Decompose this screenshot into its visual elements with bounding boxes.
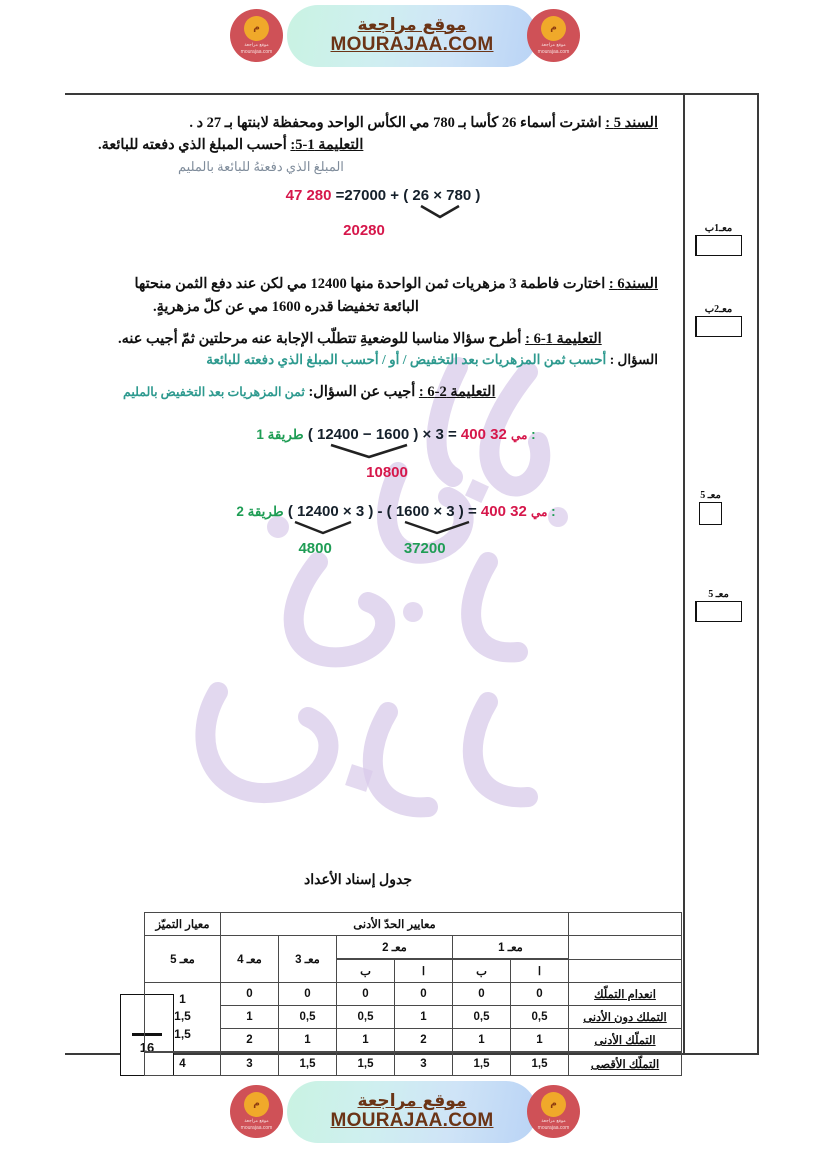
criterion-label: معـ 5 bbox=[700, 490, 721, 501]
method2-brace-icon bbox=[189, 520, 589, 538]
method1-brace-icon bbox=[209, 443, 569, 461]
score-cell[interactable] bbox=[696, 236, 719, 255]
promo-banner-top bbox=[0, 0, 825, 72]
cell-value: 1 bbox=[279, 1029, 337, 1053]
excellence-stack bbox=[147, 991, 218, 1043]
cell-value: 0 bbox=[337, 983, 395, 1006]
score-cell[interactable] bbox=[719, 236, 741, 255]
sanad6-instruction2-hint: ثمن المزهريات بعد التخفيض بالمليم bbox=[123, 385, 305, 400]
promo-logo-badge-left bbox=[230, 9, 283, 62]
promo-site-url[interactable]: MOURAJAA.COM bbox=[330, 34, 494, 56]
badge-arabic-label: موقع مراجعة bbox=[541, 42, 566, 48]
promo-site-name: موقع مراجعة bbox=[357, 1090, 467, 1111]
sanad5-text: اشترت أسماء 26 كأسا بـ 780 مي الكأس الواحد ومحفظة لابنتها بـ 27 د . bbox=[189, 115, 602, 131]
sanad5-equation-result: 47 280 bbox=[285, 187, 332, 205]
row-label-max-mastery: التملّك الأقصى bbox=[569, 1052, 682, 1076]
logo-disc-icon: م bbox=[541, 1092, 566, 1117]
method2-unit: مي bbox=[530, 504, 548, 519]
sanad6-question-label: السؤال : bbox=[609, 352, 658, 368]
sanad5-answer-hint: المبلغ الذي دفعتهُ للبائعة بالمليم bbox=[178, 158, 344, 174]
cell-value: 1,5 bbox=[279, 1052, 337, 1076]
sanad6-instruction1-label: التعليمة 1-6 : bbox=[525, 331, 602, 348]
badge-url-label: mourajaa.com bbox=[240, 1124, 273, 1131]
sanad5-label: السند 5 : bbox=[605, 115, 658, 131]
sanad5-brace-icon bbox=[233, 204, 533, 220]
badge-url-label: mourajaa.com bbox=[240, 48, 273, 55]
method2-expression: = ( 3 × 1600 ) - ( 3 × 12400 ) bbox=[287, 502, 477, 520]
score-cell[interactable] bbox=[696, 602, 719, 621]
score-denominator: 16 bbox=[139, 1039, 155, 1055]
method1-solution bbox=[98, 426, 680, 481]
sanad5-solution bbox=[98, 187, 668, 239]
criterion-header-me1: معـ 1 bbox=[453, 936, 569, 960]
method2-result: 32 400 bbox=[480, 502, 527, 520]
cell-value: 2 bbox=[221, 1029, 279, 1053]
cell-value: 0 bbox=[221, 983, 279, 1006]
sanad5-statement bbox=[98, 112, 658, 134]
cell-value: 1 bbox=[221, 1006, 279, 1029]
sanad6-question bbox=[98, 350, 658, 371]
sanad6-instruction2-label: التعليمة 2-6 : bbox=[418, 384, 496, 401]
table-corner-blank bbox=[569, 959, 682, 983]
badge-url-label: mourajaa.com bbox=[537, 48, 570, 55]
table-header-top bbox=[145, 913, 682, 936]
criterion-box-me5-double[interactable] bbox=[695, 590, 742, 622]
sanad5-instruction-text: أحسب المبلغ الذي دفعته للبائعة. bbox=[98, 137, 287, 154]
logo-disc-icon: م bbox=[244, 1092, 269, 1117]
subcriterion-me1-b: ب bbox=[453, 959, 511, 983]
table-header-criteria bbox=[145, 936, 682, 960]
sanad6-statement-line2: البائعة تخفيضا قدره 1600 مي عن كلّ مزهريةٍ. bbox=[153, 298, 419, 315]
promo-banner-bottom bbox=[0, 1076, 825, 1148]
promo-logo-badge-left bbox=[230, 1085, 283, 1138]
sanad5-equation-expression: =27000 + ( 26 × 780 ) bbox=[335, 187, 481, 205]
badge-arabic-label: موقع مراجعة bbox=[244, 42, 269, 48]
sanad6-instruction2 bbox=[98, 381, 658, 403]
cell-value: 2 bbox=[395, 1029, 453, 1053]
score-cell[interactable] bbox=[719, 602, 741, 621]
criterion-header-me4: معـ 4 bbox=[221, 936, 279, 983]
cell-value: 0,5 bbox=[279, 1006, 337, 1029]
criterion-label: معـ 5 bbox=[708, 589, 729, 600]
method1-expression: = 3 × ( 1600 − 12400 ) bbox=[307, 425, 457, 443]
table-corner-blank bbox=[569, 936, 682, 960]
subcriterion-me2-b: ب bbox=[337, 959, 395, 983]
subcriterion-me2-a: ا bbox=[395, 959, 453, 983]
cell-value: 0,5 bbox=[511, 1006, 569, 1029]
sanad6-text-1: اختارت فاطمة 3 مزهريات ثمن الواحدة منها 12400 مي لكن عند دفع الثمن منحتها bbox=[134, 276, 606, 293]
criterion-header-me3: معـ 3 bbox=[279, 936, 337, 983]
sanad6-instruction1 bbox=[98, 328, 658, 350]
method1-partial-result: 10800 bbox=[366, 463, 408, 481]
sanad6-instruction1-text: أطرح سؤالا مناسبا للوضعيةِ تتطلّب الإجابة عنه مرحلتين ثمّ أجيب عنه. bbox=[118, 331, 522, 348]
cell-value: 1 bbox=[337, 1029, 395, 1053]
method2-partial-1: 4800 bbox=[298, 539, 332, 557]
promo-text-group bbox=[287, 1081, 537, 1143]
grading-table-title: جدول إسناد الأعداد bbox=[304, 873, 412, 888]
cell-value: 0 bbox=[511, 983, 569, 1006]
method2-solution bbox=[98, 503, 680, 557]
score-cell[interactable] bbox=[719, 317, 741, 336]
sanad6-label: السند6 : bbox=[608, 276, 658, 293]
criterion-score-cells[interactable] bbox=[695, 601, 742, 622]
method2-partials bbox=[64, 540, 680, 557]
promo-site-name: موقع مراجعة bbox=[357, 14, 467, 35]
cell-value: 1,5 bbox=[511, 1052, 569, 1076]
row-label-minimum-mastery: التملّك الأدنى bbox=[569, 1029, 682, 1053]
criterion-score-cells[interactable] bbox=[695, 316, 742, 337]
cell-value: 0 bbox=[279, 983, 337, 1006]
grading-table bbox=[144, 912, 682, 1076]
criterion-box-me2b[interactable] bbox=[695, 305, 742, 337]
badge-url-label: mourajaa.com bbox=[537, 1124, 570, 1131]
table-row bbox=[145, 1006, 682, 1029]
row-label-below-minimum: التملك دون الأدنى bbox=[569, 1006, 682, 1029]
excellence-value: 1 bbox=[179, 991, 186, 1006]
score-cell[interactable] bbox=[700, 503, 721, 524]
method1-equation-line bbox=[98, 426, 680, 443]
sanad6-statement-line1 bbox=[98, 273, 658, 295]
cell-value: 3 bbox=[395, 1052, 453, 1076]
method1-result: 32 400 bbox=[460, 425, 507, 443]
excellence-values-stack bbox=[145, 983, 221, 1053]
criterion-label: معـ2ب bbox=[704, 304, 733, 315]
method2-equation-line bbox=[98, 503, 680, 520]
row-label-no-mastery: انعدام التملّك bbox=[569, 983, 682, 1006]
score-cell[interactable] bbox=[696, 317, 719, 336]
promo-site-url[interactable]: MOURAJAA.COM bbox=[330, 1110, 494, 1132]
table-corner-blank bbox=[569, 913, 682, 936]
header-minimum-criteria: معايير الحدّ الأدنى bbox=[221, 913, 569, 936]
table-row bbox=[145, 1052, 682, 1076]
cell-value: 0,5 bbox=[337, 1006, 395, 1029]
method1-label: طريقة 1 : bbox=[256, 426, 536, 442]
criterion-header-me2: معـ 2 bbox=[337, 936, 453, 960]
criterion-box-me5-single[interactable] bbox=[699, 491, 722, 525]
criterion-score-cells[interactable] bbox=[695, 235, 742, 256]
excellence-max-value: 4 bbox=[145, 1052, 221, 1076]
cell-value: 1 bbox=[395, 1006, 453, 1029]
sanad6-instruction2-text: أجيب عن السؤال: bbox=[308, 384, 416, 401]
logo-disc-icon: م bbox=[541, 16, 566, 41]
table-row bbox=[145, 1029, 682, 1053]
cell-value: 0 bbox=[395, 983, 453, 1006]
criterion-box-me1b[interactable] bbox=[695, 224, 742, 256]
exercise-content bbox=[98, 112, 658, 557]
criterion-header-me5: معـ 5 bbox=[145, 936, 221, 983]
badge-arabic-label: موقع مراجعة bbox=[244, 1118, 269, 1124]
sanad5-instruction-label: التعليمة 1-5: bbox=[290, 137, 364, 154]
subcriterion-me1-a: ا bbox=[511, 959, 569, 983]
header-excellence-criteria: معيار التميّز bbox=[145, 913, 221, 936]
excellence-value: 1,5 bbox=[174, 1009, 191, 1024]
badge-arabic-label: موقع مراجعة bbox=[541, 1118, 566, 1124]
method1-unit: مي bbox=[510, 427, 528, 442]
cell-value: 3 bbox=[221, 1052, 279, 1076]
table-row bbox=[145, 983, 682, 1006]
cell-value: 1 bbox=[453, 1029, 511, 1053]
sanad6-question-text: أحسب ثمن المزهريات بعد التخفيض / أو / أحسب المبلغ الذي دفعته للبائعة bbox=[206, 352, 607, 368]
method2-partial-2: 37200 bbox=[403, 539, 446, 557]
cell-value: 1 bbox=[511, 1029, 569, 1053]
method2-label: طريقة 2 : bbox=[236, 503, 556, 519]
criterion-score-cells[interactable] bbox=[699, 502, 722, 525]
promo-text-group bbox=[287, 5, 537, 67]
margin-divider-line bbox=[683, 93, 685, 1055]
criterion-label: معـ1ب bbox=[704, 223, 733, 234]
excellence-value: 1,5 bbox=[174, 1026, 191, 1041]
cell-value: 1,5 bbox=[453, 1052, 511, 1076]
sanad5-equation-line bbox=[98, 187, 668, 204]
logo-disc-icon: م bbox=[244, 16, 269, 41]
document-sheet bbox=[38, 72, 787, 1074]
sanad5-partial-product: 20280 bbox=[343, 222, 385, 240]
cell-value: 1,5 bbox=[337, 1052, 395, 1076]
cell-value: 0 bbox=[453, 983, 511, 1006]
cell-value: 0,5 bbox=[453, 1006, 511, 1029]
sanad5-instruction bbox=[98, 134, 658, 156]
